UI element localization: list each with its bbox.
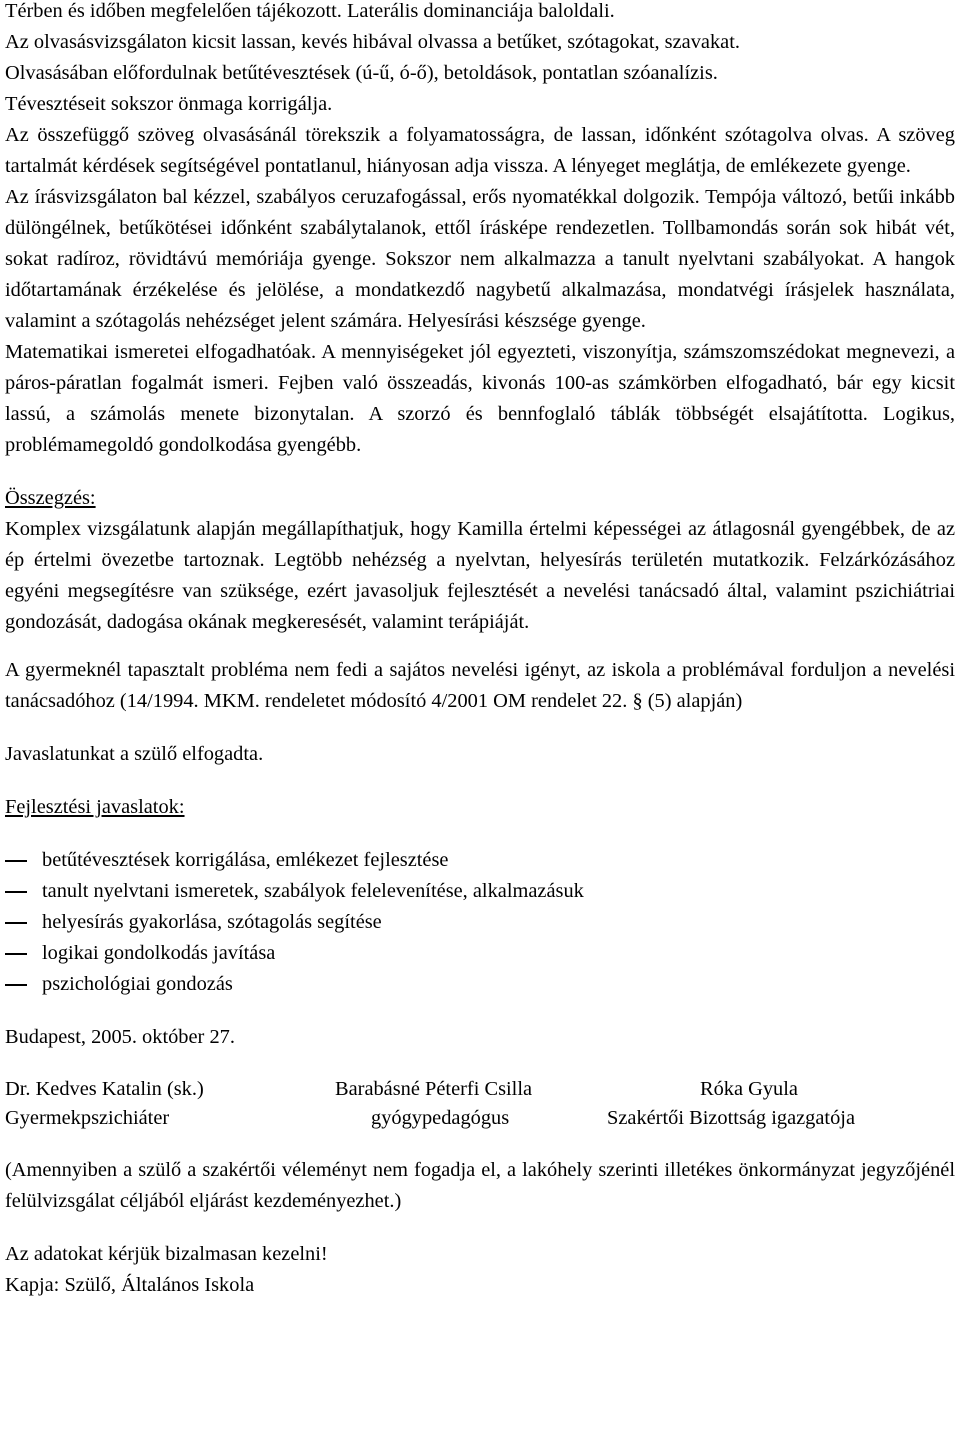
- signer-name-director: Róka Gyula: [700, 1078, 798, 1100]
- dash-bullet-icon: [5, 984, 27, 986]
- dash-bullet-icon: [5, 922, 27, 924]
- orientation-line: Térben és időben megfelelően tájékozott. Laterális dominanciája baloldali.: [5, 0, 615, 22]
- list-item: betűtévesztések korrigálása, emlékezet fejlesztése: [5, 845, 955, 876]
- list-item: tanult nyelvtani ismeretek, szabályok felelevenítése, alkalmazásuk: [5, 876, 955, 907]
- list-item: logikai gondolkodás javítása: [5, 938, 955, 969]
- signer-role-director: Szakértői Bizottság igazgatója: [607, 1107, 856, 1129]
- dash-bullet-icon: [5, 860, 27, 862]
- text-reading-paragraph: Az összefüggő szöveg olvasásánál törekszik a folyamatosságra, de lassan, időnként szótagolva olvas. A szöveg tartalmát kérdések segítségével pontatlanul, hiányosan adja vissza. A lényeget meglátja, de emlékezete gyenge.: [5, 124, 955, 177]
- signature-names-row: [5, 1075, 955, 1104]
- dash-bullet-icon: [5, 891, 27, 893]
- development-list: [5, 845, 955, 1000]
- dash-bullet-icon: [5, 953, 27, 955]
- acceptance-line: Javaslatunkat a szülő elfogadta.: [5, 743, 264, 765]
- signer-role-psychiatrist: Gyermekpszichiáter: [5, 1107, 170, 1129]
- summary-heading: Összegzés:: [5, 487, 96, 509]
- summary-paragraph: Komplex vizsgálatunk alapján megállapíthatjuk, hogy Kamilla értelmi képességei az átlagosnál gyengébbek, de az ép értelmi övezetbe tartoznak. Legtöbb nehézség a nyelvtan, helyesírás területén mutatkozik. Felzárkózásához egyéni megsegítésre van szüksége, ezért javasoljuk fejlesztését a nevelési tanácsadó által, valamint pszichiátriai gondozását, dadogása okának megkeresését, valamint terápiáját.: [5, 518, 955, 633]
- math-assessment-paragraph: Matematikai ismeretei elfogadhatóak. A mennyiségeket jól egyezteti, viszonyítja, számszomszédokat megnevezi, a páros-páratlan fogalmát ismeri. Fejben való összeadás, kivonás 100-as számkörben elfogadható, bár egy kicsit lassú, a számolás menete bizonytalan. A szorzó és bennfoglaló táblák többségét elsajátította. Logikus, problémamegoldó gondolkodása gyengébb.: [5, 341, 955, 456]
- appeal-note: (Amennyiben a szülő a szakértői véleményt nem fogadja el, a lakóhely szerinti illetékes önkormányzat jegyzőjénél felülvizsgálat céljából eljárást kezdeményezhet.): [5, 1159, 955, 1212]
- development-heading: Fejlesztési javaslatok:: [5, 796, 185, 818]
- place-date: Budapest, 2005. október 27.: [5, 1026, 235, 1048]
- reading-speed-line: Az olvasásvizsgálaton kicsit lassan, kevés hibával olvassa a betűket, szótagokat, szavakat.: [5, 31, 740, 53]
- referral-paragraph: A gyermeknél tapasztalt probléma nem fedi a sajátos nevelési igényt, az iskola a problémával forduljon a nevelési tanácsadóhoz (14/1994. MKM. rendeletet módosító 4/2001 OM rendelet 22. § (5) alapján): [5, 659, 955, 712]
- writing-assessment-paragraph: Az írásvizsgálaton bal kézzel, szabályos ceruzafogással, erős nyomatékkal dolgozik. Tempója változó, betűi inkább dülöngélnek, betűkötései időnként szabálytalanok, ettől írásképe rendezetlen. Tollbamondás során sok hibát vét, sokat radíroz, rövidtávú memóriája gyenge. Sokszor nem alkalmazza a tanult nyelvtani szabályokat. A hangok időtartamának érzékelése és jelölése, a mondatkezdő nagybetű alkalmazása, mondatvégi írásjelek használata, valamint a szótagolás nehézséget jelent számára. Helyesírási készsége gyenge.: [5, 186, 955, 332]
- reading-errors-line: Olvasásában előfordulnak betűtévesztések (ú-ű, ó-ő), betoldások, pontatlan szóanalízis.: [5, 62, 718, 84]
- signature-roles-row: [5, 1104, 955, 1133]
- list-item: pszichológiai gondozás: [5, 969, 955, 1000]
- document-page: [5, 0, 955, 1301]
- confidential-notice: Az adatokat kérjük bizalmasan kezelni!: [5, 1243, 328, 1265]
- self-correction-line: Tévesztéseit sokszor önmaga korrigálja.: [5, 93, 333, 115]
- reading-assessment: [5, 0, 955, 120]
- copies-recipients: Kapja: Szülő, Általános Iskola: [5, 1274, 255, 1296]
- signer-name-special-educator: Barabásné Péterfi Csilla: [335, 1078, 533, 1100]
- list-item: helyesírás gyakorlása, szótagolás segítése: [5, 907, 955, 938]
- signer-name-psychiatrist: Dr. Kedves Katalin (sk.): [5, 1078, 204, 1100]
- signer-role-special-educator: gyógypedagógus: [371, 1107, 510, 1129]
- signature-block: [5, 1075, 955, 1133]
